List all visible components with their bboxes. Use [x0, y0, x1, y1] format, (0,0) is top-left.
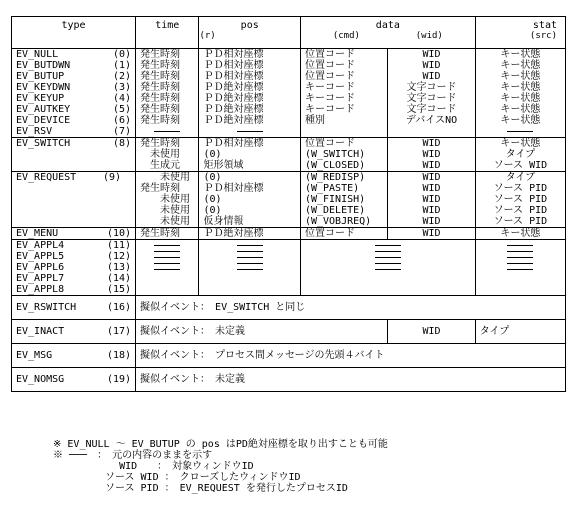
type-number: (15) [106, 284, 132, 295]
menu-pos: ＰＤ絶対座標 [203, 228, 264, 239]
stat-value: ソース PID [493, 194, 548, 205]
pos-value: (0) [203, 194, 222, 205]
menu-cmd-cell [300, 228, 387, 240]
pos-value: 仮身情報 [203, 216, 244, 227]
type-number: (4) [112, 93, 132, 104]
pos-value: (0) [203, 149, 222, 160]
type-number: (10) [106, 228, 132, 239]
msg-text: 擬似イベント： プロセス間メッセージの先頭４バイト [136, 344, 566, 368]
wid-value: WID [422, 138, 441, 149]
type-number: (13) [106, 262, 132, 273]
unchanged-dash [507, 245, 533, 246]
pos-value: ＰＤ絶対座標 [203, 104, 264, 115]
type-entry [16, 262, 131, 273]
type-name: EV_BUTUP [16, 71, 65, 82]
time-value: 発生時刻 [140, 138, 181, 149]
pos-value: ＰＤ絶対座標 [203, 82, 264, 93]
stat-value: ソース PID [493, 216, 548, 227]
msg-type-cell [12, 344, 136, 368]
header-row [12, 17, 566, 49]
time-value: 生成元 [140, 160, 181, 171]
time-value: 発生時刻 [140, 183, 181, 194]
type-name: EV_SWITCH [16, 138, 71, 149]
type-number: (5) [112, 104, 132, 115]
type-entry [16, 104, 131, 115]
stat-value: ソース WID [493, 160, 548, 171]
cmd-value: 種別 [304, 115, 325, 126]
rswitch-type-cell [12, 296, 136, 320]
wid-value: デバイスNO [405, 115, 458, 126]
stat-value: キー状態 [500, 60, 541, 71]
type-name: EV_APPL8 [16, 284, 65, 295]
basic-stat-cell [475, 49, 565, 138]
menu-stat-cell [475, 228, 565, 240]
type-number: (0) [112, 49, 132, 60]
switch-pos-cell [199, 138, 300, 172]
request-pos-cell [199, 172, 300, 228]
wid-value: WID [422, 71, 441, 82]
wid-value: WID [422, 183, 441, 194]
type-entry [16, 240, 131, 251]
nomsg-type-cell [12, 368, 136, 392]
inact-type-cell [12, 320, 136, 344]
type-entry [16, 93, 131, 104]
type-number: (8) [112, 138, 132, 149]
type-number: (14) [106, 273, 132, 284]
type-name: EV_APPL5 [16, 251, 65, 262]
type-number: (1) [112, 60, 132, 71]
time-value: 発生時刻 [140, 49, 181, 60]
type-entry [16, 273, 131, 284]
unchanged-dash [507, 131, 533, 132]
unchanged-dash [237, 257, 263, 258]
cmd-value: (W_PASTE) [304, 183, 360, 194]
type-entry [16, 115, 131, 126]
row-ev-msg [12, 344, 566, 368]
type-number: (17) [106, 326, 132, 337]
time-value: 発生時刻 [140, 104, 181, 115]
cmd-value: (W_VOBJREQ) [304, 216, 372, 227]
cmd-value: (W_SWITCH) [304, 149, 366, 160]
header-type: type [12, 17, 136, 49]
type-number: (11) [106, 240, 132, 251]
type-name: EV_MENU [16, 228, 59, 239]
header-pos-label: pos [240, 20, 259, 31]
unchanged-dash [237, 131, 263, 132]
request-time-cell [136, 172, 199, 228]
type-number: (16) [106, 302, 132, 313]
basic-wid-cell [388, 49, 475, 138]
wid-value: 文字コード [406, 104, 457, 115]
type-name: EV_APPL7 [16, 273, 65, 284]
stat-value: キー状態 [500, 82, 541, 93]
switch-time-cell [136, 138, 199, 172]
header-data-label: data [375, 20, 400, 31]
pos-value: ＰＤ相対座標 [203, 60, 264, 71]
type-name: EV_APPL4 [16, 240, 65, 251]
unchanged-dash [237, 263, 263, 264]
unchanged-dash [375, 257, 401, 258]
note-line: ※ EV_NULL ～ EV_BUTUP の pos はPD絶対座標を取り出すことも可能 [53, 439, 388, 450]
appl-time-cell [136, 240, 199, 296]
type-number: (3) [112, 82, 132, 93]
type-name: EV_RSV [16, 126, 53, 137]
cmd-value: (W_FINISH) [304, 194, 366, 205]
time-value: 発生時刻 [140, 71, 181, 82]
pos-value: ＰＤ絶対座標 [203, 93, 264, 104]
type-entry [16, 284, 131, 295]
pos-value: (0) [203, 205, 222, 216]
cmd-value: 位置コード [304, 71, 355, 82]
appl-pos-cell [199, 240, 300, 296]
time-value: 発生時刻 [140, 82, 181, 93]
header-pos-sub: (r) [199, 31, 216, 41]
unchanged-dash [237, 269, 263, 270]
switch-stat-cell [475, 138, 565, 172]
stat-value: キー状態 [500, 138, 541, 149]
cmd-value: キーコード [304, 82, 355, 93]
switch-wid-cell [388, 138, 475, 172]
unchanged-dash [237, 251, 263, 252]
unchanged-dash [375, 263, 401, 264]
menu-wid-cell [388, 228, 475, 240]
wid-value: 文字コード [406, 82, 457, 93]
menu-time-cell [136, 228, 199, 240]
stat-value: キー状態 [500, 49, 541, 60]
nomsg-text: 擬似イベント： 未定義 [136, 368, 566, 392]
type-name: EV_RSWITCH [16, 302, 77, 313]
header-stat [475, 17, 565, 49]
time-value: 発生時刻 [140, 60, 181, 71]
inact-stat: タイプ [475, 320, 565, 344]
row-ev-nomsg [12, 368, 566, 392]
type-number: (9) [102, 172, 122, 183]
type-name: EV_MSG [16, 350, 53, 361]
type-name: EV_KEYUP [16, 93, 65, 104]
stat-value: キー状態 [500, 104, 541, 115]
menu-time: 発生時刻 [140, 228, 181, 239]
unchanged-dash [507, 263, 533, 264]
pos-value: ＰＤ絶対座標 [203, 115, 264, 126]
header-time: time [136, 17, 199, 49]
note-line: ソース WID ： クローズしたウィンドウID [89, 472, 301, 483]
appl-stat-cell [475, 240, 565, 296]
pos-value: ＰＤ相対座標 [203, 183, 264, 194]
wid-value: WID [422, 49, 441, 60]
menu-cmd: 位置コード [304, 228, 355, 239]
unchanged-dash [154, 251, 180, 252]
type-entry [16, 82, 131, 93]
stat-value: ソース PID [493, 183, 548, 194]
wid-value: WID [422, 160, 441, 171]
header-data-wid: (wid) [415, 31, 443, 41]
rswitch-text: 擬似イベント： EV_SWITCH と同じ [136, 296, 566, 320]
row-ev-appl [12, 240, 566, 296]
cmd-value: 位置コード [304, 49, 355, 60]
stat-value: キー状態 [500, 71, 541, 82]
cmd-value: 位置コード [304, 138, 355, 149]
unchanged-dash [375, 251, 401, 252]
type-entry [16, 60, 131, 71]
cmd-value: 位置コード [304, 60, 355, 71]
type-number: (19) [106, 374, 132, 385]
unchanged-dash [237, 245, 263, 246]
type-name: EV_APPL6 [16, 262, 65, 273]
note-line: WID ： 対象ウィンドウID [89, 461, 254, 472]
wid-value: WID [422, 216, 441, 227]
unchanged-dash [154, 245, 180, 246]
time-value: 発生時刻 [140, 93, 181, 104]
time-value: 未使用 [140, 205, 191, 216]
unchanged-dash [154, 131, 180, 132]
pos-value: ＰＤ相対座標 [203, 138, 264, 149]
unchanged-dash [507, 251, 533, 252]
inact-wid: WID [388, 320, 475, 344]
basic-types-cell [12, 49, 136, 138]
header-stat-label: stat [532, 20, 557, 31]
menu-stat: キー状態 [500, 228, 541, 239]
header-stat-sub: (src) [529, 31, 557, 41]
unchanged-dash [375, 245, 401, 246]
unchanged-dash [154, 263, 180, 264]
time-value: 発生時刻 [140, 115, 181, 126]
cmd-value: (W_REDISP) [304, 172, 366, 183]
type-name: EV_AUTKEY [16, 104, 71, 115]
basic-time-cell [136, 49, 199, 138]
wid-value: 文字コード [406, 93, 457, 104]
unchanged-dash [375, 269, 401, 270]
header-pos [199, 17, 300, 49]
row-ev-menu [12, 228, 566, 240]
type-number: (12) [106, 251, 132, 262]
time-value: 未使用 [140, 172, 191, 183]
menu-pos-cell [199, 228, 300, 240]
type-number: (7) [112, 126, 132, 137]
wid-value: WID [422, 194, 441, 205]
pos-value: ＰＤ相対座標 [203, 71, 264, 82]
row-ev-switch [12, 138, 566, 172]
wid-value: WID [422, 205, 441, 216]
pos-value: (0) [203, 172, 222, 183]
cmd-value: キーコード [304, 93, 355, 104]
switch-cmd-cell [300, 138, 387, 172]
wid-value: WID [422, 149, 441, 160]
unchanged-dash [507, 269, 533, 270]
appl-data-cell [300, 240, 475, 296]
type-number: (2) [112, 71, 132, 82]
wid-value: WID [422, 172, 441, 183]
cmd-value: キーコード [304, 104, 355, 115]
type-name: EV_BUTDWN [16, 60, 71, 71]
menu-type-cell [12, 228, 136, 240]
switch-type-cell [12, 138, 136, 172]
request-type-cell [12, 172, 136, 228]
pos-value: 矩形領域 [203, 160, 244, 171]
type-number: (18) [106, 350, 132, 361]
header-data-cmd: (cmd) [332, 31, 360, 41]
cmd-value: (W_CLOSED) [304, 160, 366, 171]
wid-value: WID [422, 60, 441, 71]
stat-value: キー状態 [500, 115, 541, 126]
menu-wid: WID [422, 228, 441, 239]
time-value: 未使用 [140, 194, 191, 205]
inact-text: 擬似イベント： 未定義 [136, 320, 388, 344]
type-name: EV_REQUEST [16, 172, 77, 183]
type-name: EV_DEVICE [16, 115, 71, 126]
row-ev-inact [12, 320, 566, 344]
appl-types-cell [12, 240, 136, 296]
stat-value: ソース PID [493, 205, 548, 216]
event-table [11, 16, 566, 392]
stat-value: キー状態 [500, 93, 541, 104]
type-name: EV_INACT [16, 326, 65, 337]
time-value: 未使用 [140, 216, 191, 227]
type-entry [16, 126, 131, 137]
time-value: 未使用 [140, 149, 181, 160]
type-entry [16, 251, 131, 262]
type-entry [16, 49, 131, 60]
type-entry [16, 71, 131, 82]
unchanged-dash [154, 257, 180, 258]
row-ev-rswitch [12, 296, 566, 320]
header-data [300, 17, 475, 49]
type-number: (6) [112, 115, 132, 126]
type-name: EV_NULL [16, 49, 59, 60]
note-line: ※ ─── ： 元の内容のままを示す [53, 450, 213, 461]
type-name: EV_NOMSG [16, 374, 65, 385]
cmd-value: (W_DELETE) [304, 205, 366, 216]
stat-value: タイプ [505, 172, 536, 183]
note-line: ソース PID ： EV_REQUEST を発行したプロセスID [89, 483, 348, 494]
basic-pos-cell [199, 49, 300, 138]
pos-value: ＰＤ相対座標 [203, 49, 264, 60]
stat-value: タイプ [505, 149, 536, 160]
request-stat-cell [475, 172, 565, 228]
row-ev-request [12, 172, 566, 228]
basic-cmd-cell [300, 49, 387, 138]
unchanged-dash [154, 269, 180, 270]
request-cmd-cell [300, 172, 387, 228]
footnotes [53, 439, 388, 494]
type-name: EV_KEYDWN [16, 82, 71, 93]
unchanged-dash [507, 257, 533, 258]
row-basic-events [12, 49, 566, 138]
request-wid-cell [388, 172, 475, 228]
